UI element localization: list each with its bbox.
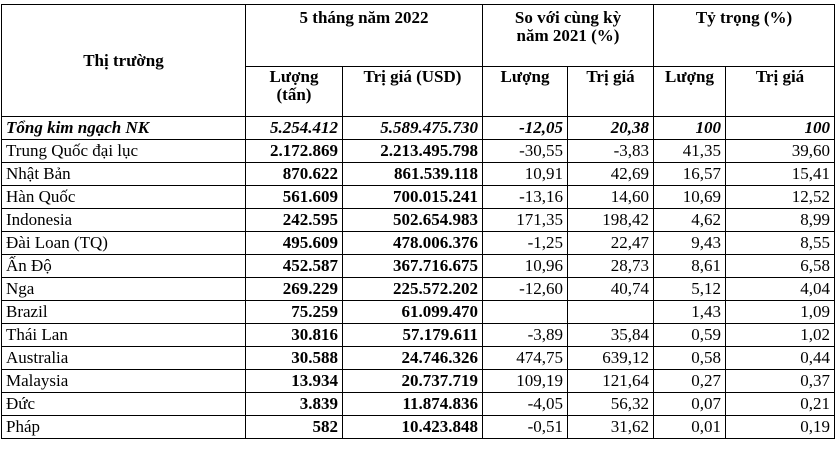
value-cell: 502.654.983 xyxy=(343,209,483,232)
volume-change-cell: 10,96 xyxy=(483,255,568,278)
volume-change-cell: -3,89 xyxy=(483,324,568,347)
volume-change-cell xyxy=(483,301,568,324)
value-cell: 5.589.475.730 xyxy=(343,117,483,140)
import-market-table xyxy=(1,4,835,439)
value-change-cell: 14,60 xyxy=(568,186,654,209)
table-row xyxy=(2,163,835,186)
volume-change-cell: 171,35 xyxy=(483,209,568,232)
value-subheader: Trị giá (USD) xyxy=(343,67,483,117)
volume-share-cell: 0,01 xyxy=(654,416,726,439)
value-change-cell: 42,69 xyxy=(568,163,654,186)
value-cell: 10.423.848 xyxy=(343,416,483,439)
volume-change-subheader: Lượng xyxy=(483,67,568,117)
volume-cell: 269.229 xyxy=(246,278,343,301)
table-row xyxy=(2,186,835,209)
value-share-cell: 15,41 xyxy=(726,163,835,186)
value-change-cell: 20,38 xyxy=(568,117,654,140)
value-cell: 2.213.495.798 xyxy=(343,140,483,163)
value-share-cell: 8,99 xyxy=(726,209,835,232)
value-change-cell: -3,83 xyxy=(568,140,654,163)
volume-cell: 30.816 xyxy=(246,324,343,347)
market-cell: Indonesia xyxy=(2,209,246,232)
table-row xyxy=(2,370,835,393)
market-cell: Đài Loan (TQ) xyxy=(2,232,246,255)
volume-subheader: Lượng (tấn) xyxy=(246,67,343,117)
volume-share-subheader: Lượng xyxy=(654,67,726,117)
volume-cell: 2.172.869 xyxy=(246,140,343,163)
market-cell: Thái Lan xyxy=(2,324,246,347)
value-change-cell: 40,74 xyxy=(568,278,654,301)
market-cell: Australia xyxy=(2,347,246,370)
value-share-cell: 12,52 xyxy=(726,186,835,209)
value-cell: 61.099.470 xyxy=(343,301,483,324)
table-row xyxy=(2,301,835,324)
value-share-cell: 6,58 xyxy=(726,255,835,278)
table-row xyxy=(2,278,835,301)
value-change-cell: 121,64 xyxy=(568,370,654,393)
value-share-cell: 0,44 xyxy=(726,347,835,370)
value-cell: 861.539.118 xyxy=(343,163,483,186)
value-share-cell: 4,04 xyxy=(726,278,835,301)
value-share-cell: 39,60 xyxy=(726,140,835,163)
volume-change-cell: 109,19 xyxy=(483,370,568,393)
value-cell: 478.006.376 xyxy=(343,232,483,255)
volume-cell: 3.839 xyxy=(246,393,343,416)
volume-share-cell: 0,59 xyxy=(654,324,726,347)
table-row xyxy=(2,416,835,439)
compare-column-header: So với cùng kỳ năm 2021 (%) xyxy=(483,5,654,67)
volume-share-cell: 0,07 xyxy=(654,393,726,416)
market-cell: Nga xyxy=(2,278,246,301)
share-column-header: Tỷ trọng (%) xyxy=(654,5,835,67)
market-cell: Malaysia xyxy=(2,370,246,393)
volume-cell: 582 xyxy=(246,416,343,439)
volume-cell: 75.259 xyxy=(246,301,343,324)
value-share-cell: 0,19 xyxy=(726,416,835,439)
table-row xyxy=(2,347,835,370)
table-row xyxy=(2,232,835,255)
value-cell: 700.015.241 xyxy=(343,186,483,209)
market-cell: Nhật Bản xyxy=(2,163,246,186)
value-share-cell: 0,21 xyxy=(726,393,835,416)
volume-cell: 242.595 xyxy=(246,209,343,232)
volume-change-cell: 474,75 xyxy=(483,347,568,370)
volume-share-cell: 9,43 xyxy=(654,232,726,255)
volume-cell: 5.254.412 xyxy=(246,117,343,140)
value-share-cell: 1,09 xyxy=(726,301,835,324)
volume-share-cell: 8,61 xyxy=(654,255,726,278)
market-cell: Tổng kim ngạch NK xyxy=(2,117,246,140)
volume-share-cell: 4,62 xyxy=(654,209,726,232)
volume-change-cell: 10,91 xyxy=(483,163,568,186)
volume-share-cell: 5,12 xyxy=(654,278,726,301)
volume-cell: 870.622 xyxy=(246,163,343,186)
table-row xyxy=(2,393,835,416)
table-row xyxy=(2,324,835,347)
value-cell: 11.874.836 xyxy=(343,393,483,416)
value-cell: 225.572.202 xyxy=(343,278,483,301)
value-cell: 24.746.326 xyxy=(343,347,483,370)
volume-change-cell: -30,55 xyxy=(483,140,568,163)
volume-share-cell: 16,57 xyxy=(654,163,726,186)
value-share-cell: 1,02 xyxy=(726,324,835,347)
value-change-cell: 22,47 xyxy=(568,232,654,255)
table-row xyxy=(2,140,835,163)
market-cell: Pháp xyxy=(2,416,246,439)
value-cell: 20.737.719 xyxy=(343,370,483,393)
period-column-header: 5 tháng năm 2022 xyxy=(246,5,483,67)
volume-change-cell: -12,05 xyxy=(483,117,568,140)
value-cell: 367.716.675 xyxy=(343,255,483,278)
value-share-subheader: Trị giá xyxy=(726,67,835,117)
value-change-cell: 31,62 xyxy=(568,416,654,439)
market-cell: Trung Quốc đại lục xyxy=(2,140,246,163)
market-cell: Hàn Quốc xyxy=(2,186,246,209)
table-row xyxy=(2,209,835,232)
volume-change-cell: -13,16 xyxy=(483,186,568,209)
volume-share-cell: 10,69 xyxy=(654,186,726,209)
market-cell: Ấn Độ xyxy=(2,255,246,278)
value-change-cell: 28,73 xyxy=(568,255,654,278)
value-change-cell: 35,84 xyxy=(568,324,654,347)
volume-cell: 452.587 xyxy=(246,255,343,278)
volume-change-cell: -4,05 xyxy=(483,393,568,416)
volume-share-cell: 41,35 xyxy=(654,140,726,163)
volume-change-cell: -0,51 xyxy=(483,416,568,439)
volume-share-cell: 0,58 xyxy=(654,347,726,370)
value-share-cell: 0,37 xyxy=(726,370,835,393)
value-change-cell: 198,42 xyxy=(568,209,654,232)
volume-cell: 495.609 xyxy=(246,232,343,255)
value-change-cell: 56,32 xyxy=(568,393,654,416)
volume-change-cell: -1,25 xyxy=(483,232,568,255)
volume-change-cell: -12,60 xyxy=(483,278,568,301)
total-row xyxy=(2,117,835,140)
volume-cell: 13.934 xyxy=(246,370,343,393)
value-change-subheader: Trị giá xyxy=(568,67,654,117)
volume-cell: 561.609 xyxy=(246,186,343,209)
value-change-cell: 639,12 xyxy=(568,347,654,370)
volume-share-cell: 100 xyxy=(654,117,726,140)
market-cell: Brazil xyxy=(2,301,246,324)
value-cell: 57.179.611 xyxy=(343,324,483,347)
volume-share-cell: 0,27 xyxy=(654,370,726,393)
volume-cell: 30.588 xyxy=(246,347,343,370)
market-column-header: Thị trường xyxy=(2,5,246,117)
market-cell: Đức xyxy=(2,393,246,416)
table-row xyxy=(2,255,835,278)
value-change-cell xyxy=(568,301,654,324)
value-share-cell: 8,55 xyxy=(726,232,835,255)
value-share-cell: 100 xyxy=(726,117,835,140)
volume-share-cell: 1,43 xyxy=(654,301,726,324)
